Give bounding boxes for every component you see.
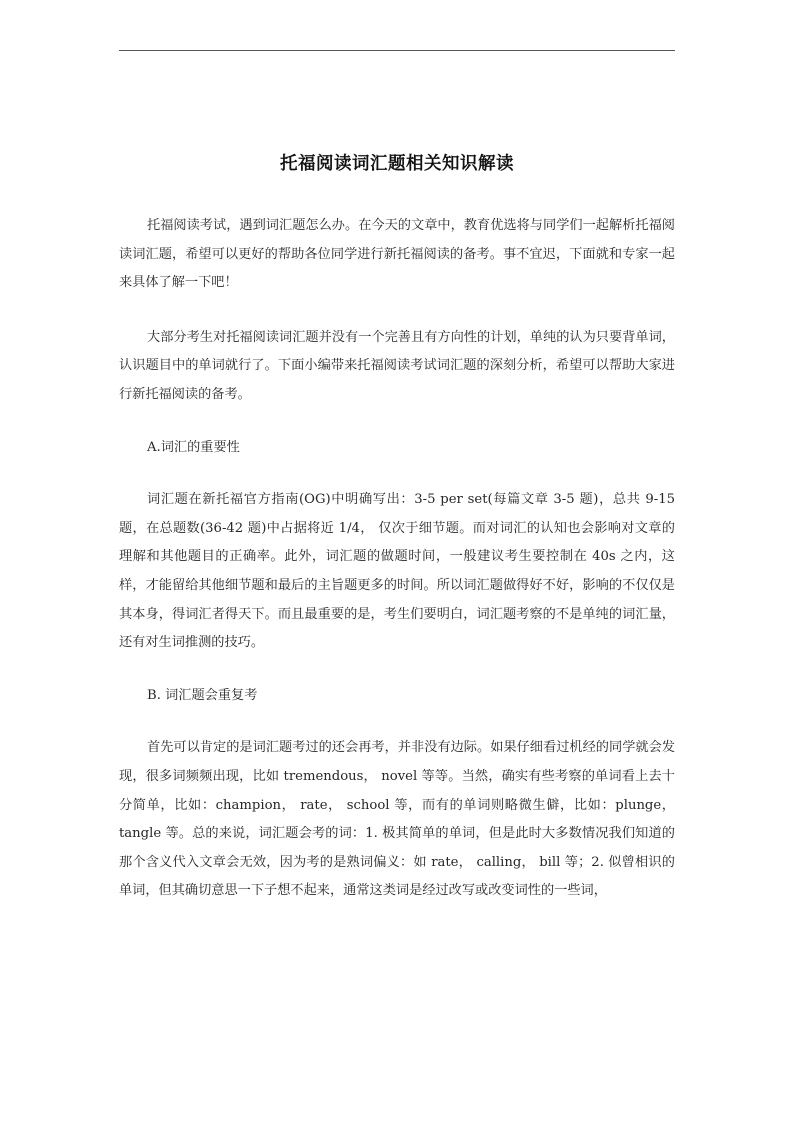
section-b-paragraph: 首先可以肯定的是词汇题考过的还会再考，并非没有边际。如果仔细看过机经的同学就会发现，很多词频频出现，比如 tremendous， novel 等等。当然，确实有些考察的单词看上去十分简单，比如：champion， rate， school 等，而有的单词则略微生僻，比如：plunge，tangle 等。总的来说，词汇题会考的词：1. 极其简单的单词，但是此时大多数情况我们知道的那个含义代入文章会无效，因为考的是熟词偏义：如 rate， calling， bill 等；2. 似曾相识的单词，但其确切意思一下子想不起来，通常这类词是经过改写或改变词性的一些词，	[119, 740, 675, 899]
overview-paragraph: 大部分考生对托福阅读词汇题并没有一个完善且有方向性的计划，单纯的认为只要背单词，认识题目中的单词就行了。下面小编带来托福阅读考试词汇题的深刻分析，希望可以帮助大家进行新托福阅读的备考。	[119, 329, 675, 402]
document-title: 托福阅读词汇题相关知识解读	[280, 154, 514, 174]
paragraph-spacer	[119, 710, 675, 734]
section-b-heading: B. 词汇题会重复考	[147, 687, 258, 703]
paragraph-spacer	[119, 462, 675, 486]
intro-paragraph: 托福阅读考试，遇到词汇题怎么办。在今天的文章中，教育优选将与同学们一起解析托福阅读词汇题，希望可以更好的帮助各位同学进行新托福阅读的备考。事不宜迟，下面就和专家一起来具体了解一下吧！	[119, 218, 675, 291]
paragraph-spacer	[119, 410, 675, 434]
paragraph-spacer	[119, 298, 675, 324]
document-body	[119, 212, 675, 906]
section-a-paragraph: 词汇题在新托福官方指南(OG)中明确写出：3-5 per set(每篇文章 3-5 题)，总共 9-15 题，在总题数(36-42 题)中占据将近 1/4， 仅次于细节题。而对词汇的认知也会影响对文章的理解和其他题目的正确率。此外，词汇题的做题时间，一般建议考生要控制在 40s 之内，这样，才能留给其他细节题和最后的主旨题更多的时间。所以词汇题做得好不好，影响的不仅仅是其本身，得词汇者得天下。而且最重要的是，考生们要明白，词汇题考察的不是单纯的词汇量，还有对生词推测的技巧。	[119, 492, 675, 651]
paragraph-spacer	[119, 658, 675, 682]
header-rule	[119, 50, 675, 51]
section-a-heading: A.词汇的重要性	[147, 439, 240, 455]
